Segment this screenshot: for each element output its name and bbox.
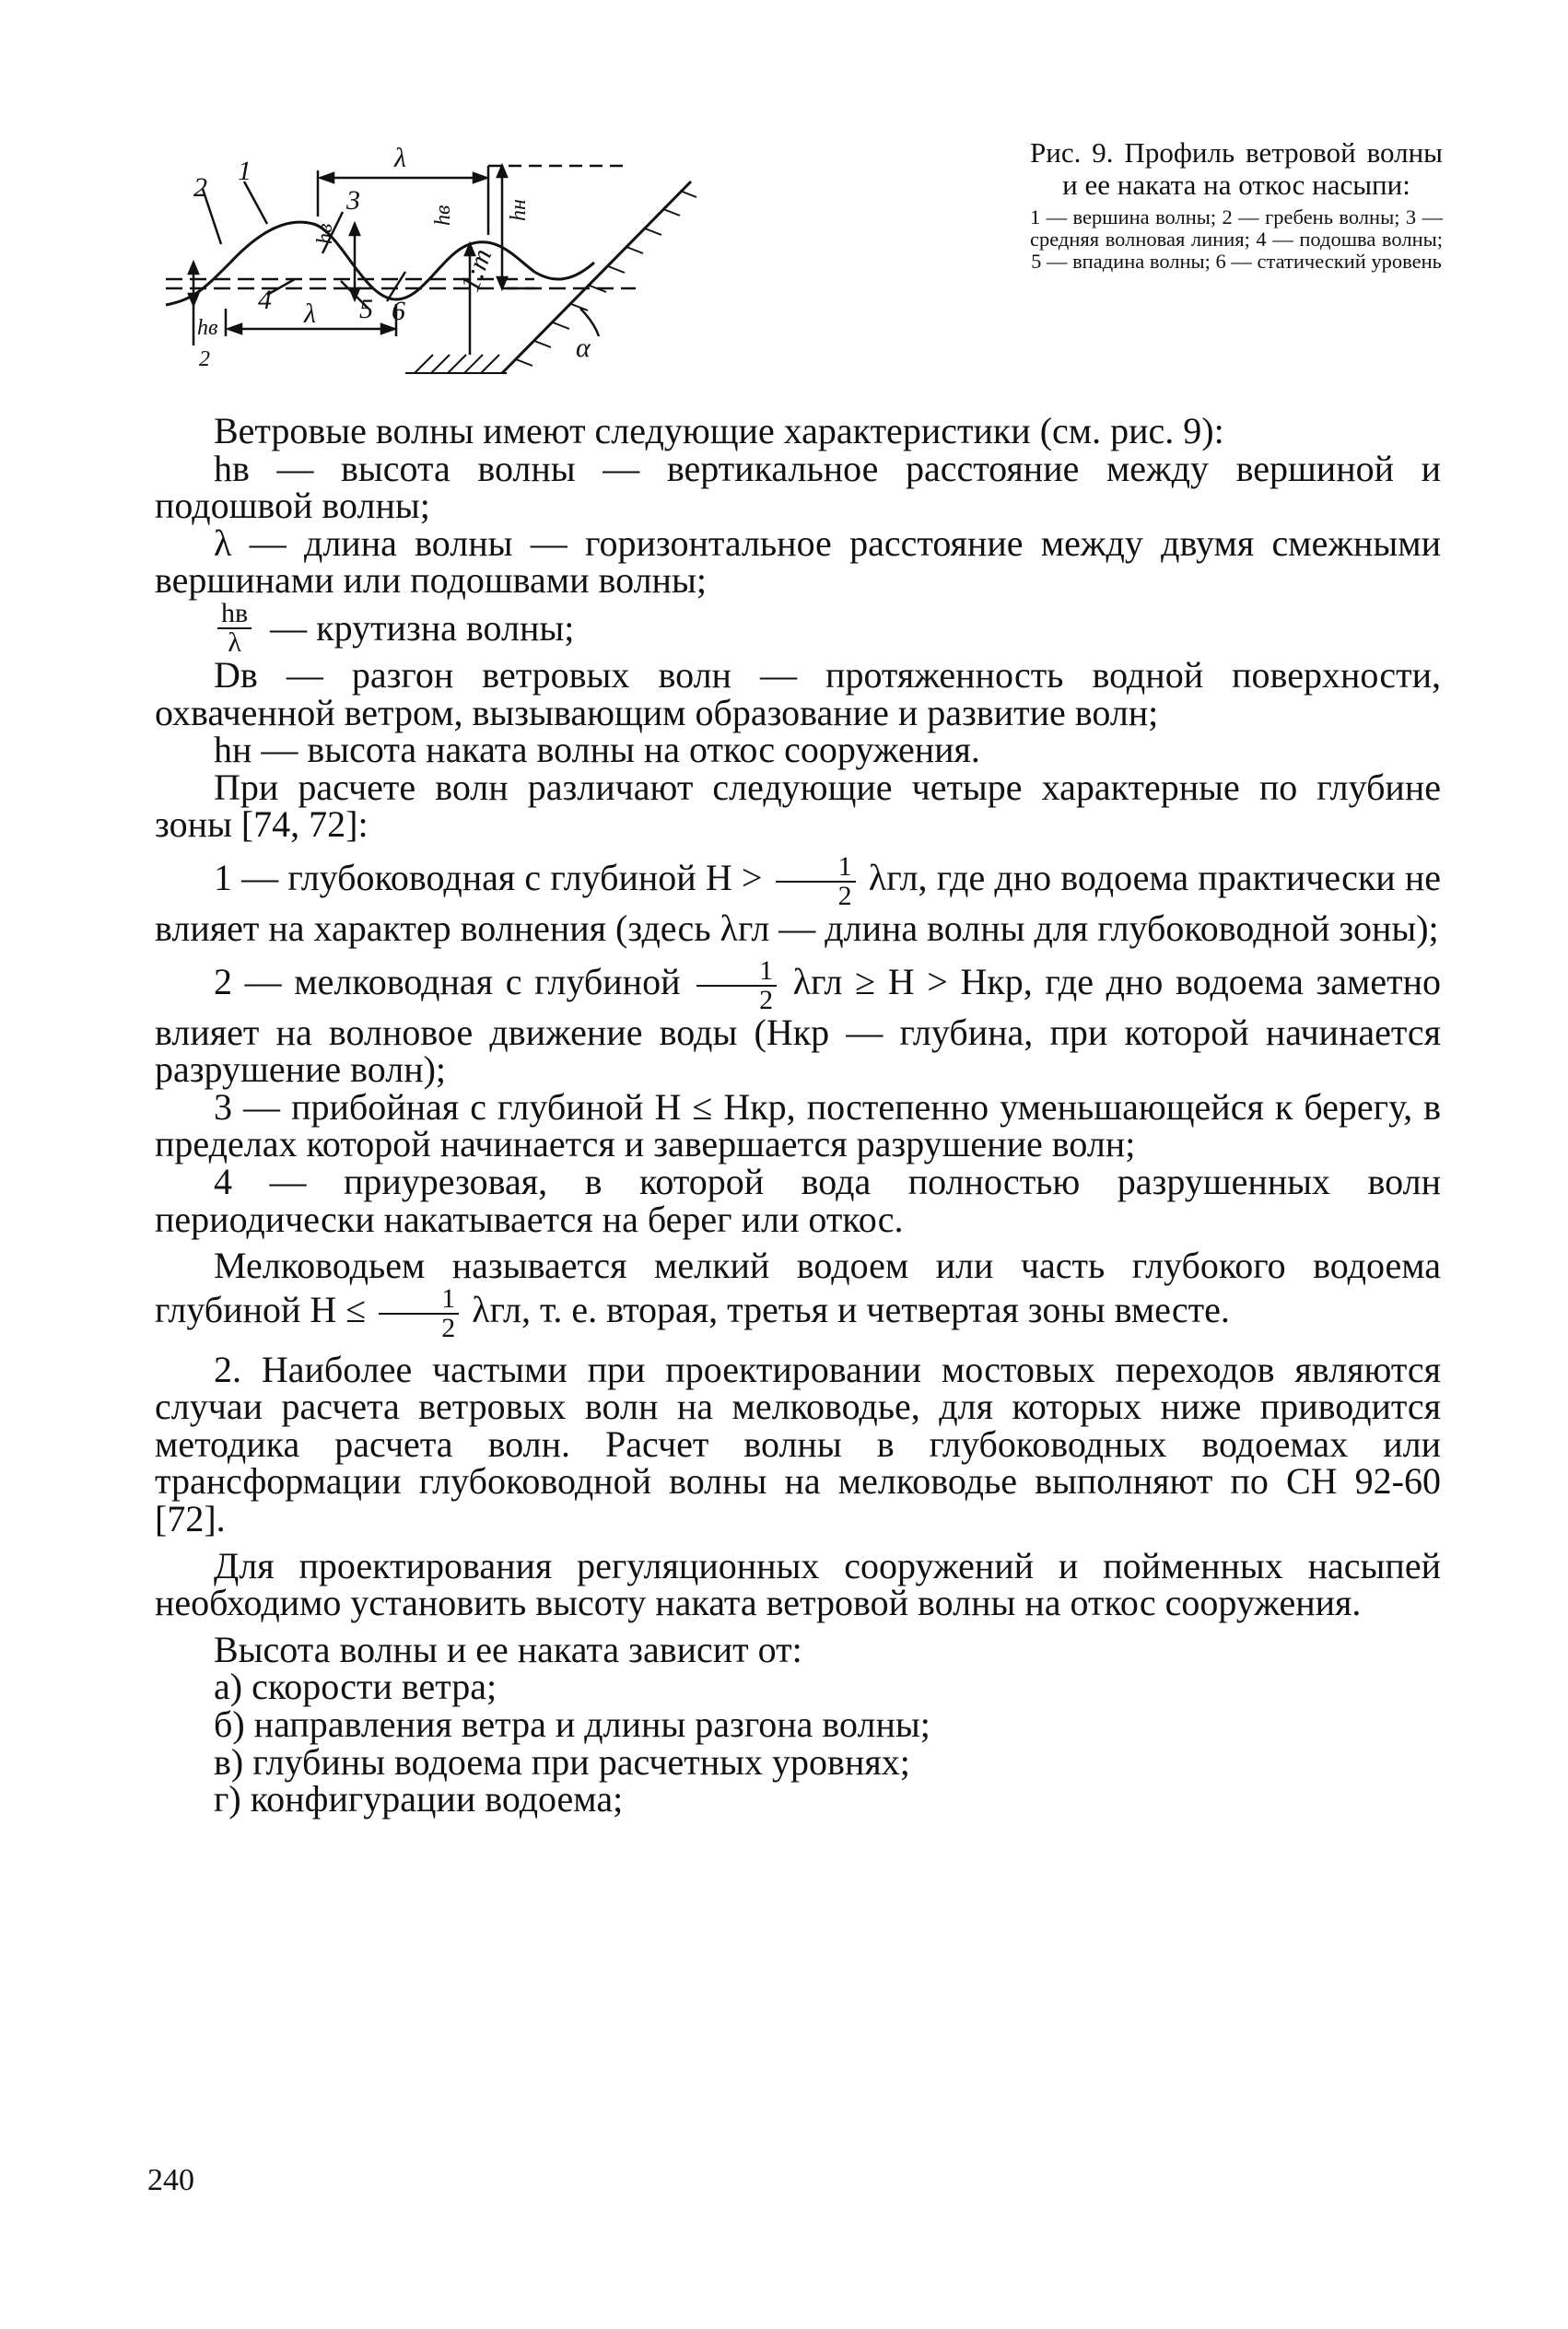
frac-den: 2 bbox=[837, 880, 852, 911]
fig-label-slope: 1:m bbox=[454, 244, 498, 296]
zone-1-post: λгл, где дно водоема практически не влияет на характер волнения (здесь λгл — длина волны для глубоководной зоны); bbox=[155, 857, 1442, 949]
fig-label-hn: hн bbox=[507, 199, 531, 221]
wave-profile-figure bbox=[138, 124, 1013, 405]
fig-label-2: 2 bbox=[193, 172, 207, 203]
shallow-post: λгл, т. е. вторая, третья и четвертая зоны вместе. bbox=[472, 1288, 1230, 1330]
shallow-definition bbox=[155, 1247, 1441, 1342]
zone-2-post: λгл ≥ H > Hкр, где дно водоема заметно влияет на волновое движение воды (Hкр — глубина, при которой начинается разрушение волн); bbox=[155, 960, 1441, 1091]
ground-hatching bbox=[405, 355, 507, 373]
definition-hv: hв — высота волны — вертикальное расстояние между вершиной и подошвой волны; bbox=[155, 447, 1441, 527]
fig-label-6: 6 bbox=[392, 296, 405, 326]
zone-2 bbox=[155, 954, 1441, 1091]
frac-num: 1 bbox=[379, 1285, 459, 1315]
fig-label-5: 5 bbox=[359, 294, 373, 324]
frac-den: 2 bbox=[441, 1312, 456, 1343]
fig-label-hv-half: hв bbox=[197, 316, 218, 340]
list-item: г) конфигурации водоема; bbox=[214, 1778, 624, 1820]
figure-caption bbox=[1030, 136, 1443, 273]
factors-list bbox=[155, 1668, 1441, 1818]
fig-label-hv-right: hв bbox=[431, 205, 455, 226]
zone-1-pre: 1 — глубоководная с глубиной H > bbox=[214, 857, 763, 899]
zone-1-fraction bbox=[776, 850, 856, 911]
shallow-pre: Мелководьем называется мелкий водоем или часть глубокого водоема глубиной H ≤ bbox=[155, 1245, 1441, 1330]
body-text bbox=[155, 410, 1442, 1820]
steepness-fraction bbox=[217, 597, 252, 658]
frac-num: 1 bbox=[696, 957, 777, 987]
fig-label-lambda-top: λ bbox=[394, 143, 406, 173]
intro-paragraph: Ветровые волны имеют следующие характеристики (см. рис. 9): bbox=[214, 410, 1224, 451]
list-item: в) глубины водоема при расчетных уровнях; bbox=[214, 1740, 910, 1783]
shallow-fraction bbox=[379, 1282, 459, 1343]
wave-profile-curve bbox=[166, 222, 594, 305]
zones-intro: При расчете волн различают следующие четыре характерные по глубине зоны [74, 72]: bbox=[155, 766, 1441, 846]
depends-intro: Высота волны и ее наката зависит от: bbox=[214, 1628, 802, 1670]
fig-label-1: 1 bbox=[238, 156, 252, 186]
caption-title: Рис. 9. Профиль ветровой волны и ее наката на откос насыпи: bbox=[1030, 136, 1443, 201]
fig-label-alpha: α bbox=[576, 333, 591, 363]
paragraph-3: Для проектирования регуляционных сооружений и пойменных насыпей необходимо установить высоту наката ветровой волны на откос сооружения. bbox=[155, 1544, 1441, 1624]
page-number: 240 bbox=[147, 2163, 194, 2197]
zone-1 bbox=[155, 850, 1442, 949]
steepness-text: — крутизна волны; bbox=[270, 606, 575, 649]
paragraph-2: 2. Наиболее частыми при проектировании мостовых переходов являются случаи расчета ветровых волн на мелководье, для которых ниже приводится методика расчета волн. Расчет волны в глубоководных водоемах или трансформации глубоководной волны на мелководье выполняют по СН 92-60 [72]. bbox=[155, 1348, 1441, 1540]
steepness-numerator: hв bbox=[217, 600, 252, 629]
wave-profile-drawing bbox=[138, 124, 1013, 405]
zone-4: 4 — приурезовая, в которой вода полностью разрушенных волн периодически накатывается на берег или откос. bbox=[155, 1160, 1441, 1240]
steepness-denominator: λ bbox=[228, 626, 241, 658]
fig-label-hv-mid: hв bbox=[313, 223, 337, 244]
definition-steepness bbox=[155, 597, 1441, 658]
fig-label-4: 4 bbox=[258, 285, 272, 315]
list-item: а) скорости ветра; bbox=[214, 1666, 497, 1708]
caption-legend: 1 — вершина волны; 2 — гребень волны; 3 — средняя волновая линия; 4 — подошва волны; 5 — впадина волны; 6 — статический уровень bbox=[1030, 205, 1443, 273]
definition-hn: hн — высота наката волны на откос сооружения. bbox=[214, 729, 980, 771]
definition-lambda: λ — длина волны — горизонтальное расстояние между двумя смежными вершинами или подошвами волны; bbox=[155, 521, 1441, 602]
zone-3: 3 — прибойная с глубиной H ≤ Hкр, постепенно уменьшающейся к берегу, в пределах которой начинается и завершается разрушение волн; bbox=[155, 1085, 1441, 1165]
definition-dv: Dв — разгон ветровых волн — протяженность водной поверхности, охваченной ветром, вызывающим образование и развитие волн; bbox=[155, 653, 1441, 733]
zone-2-fraction bbox=[696, 954, 777, 1015]
list-item: б) направления ветра и длины разгона волны; bbox=[214, 1703, 930, 1746]
frac-den: 2 bbox=[759, 984, 774, 1015]
fig-label-half-den: 2 bbox=[199, 347, 210, 371]
fig-label-3: 3 bbox=[346, 185, 360, 216]
frac-num: 1 bbox=[776, 853, 856, 883]
slope-hatching bbox=[516, 191, 696, 366]
zone-2-pre: 2 — мелководная с глубиной bbox=[214, 960, 681, 1002]
fig-label-lambda-bottom: λ bbox=[304, 298, 316, 329]
